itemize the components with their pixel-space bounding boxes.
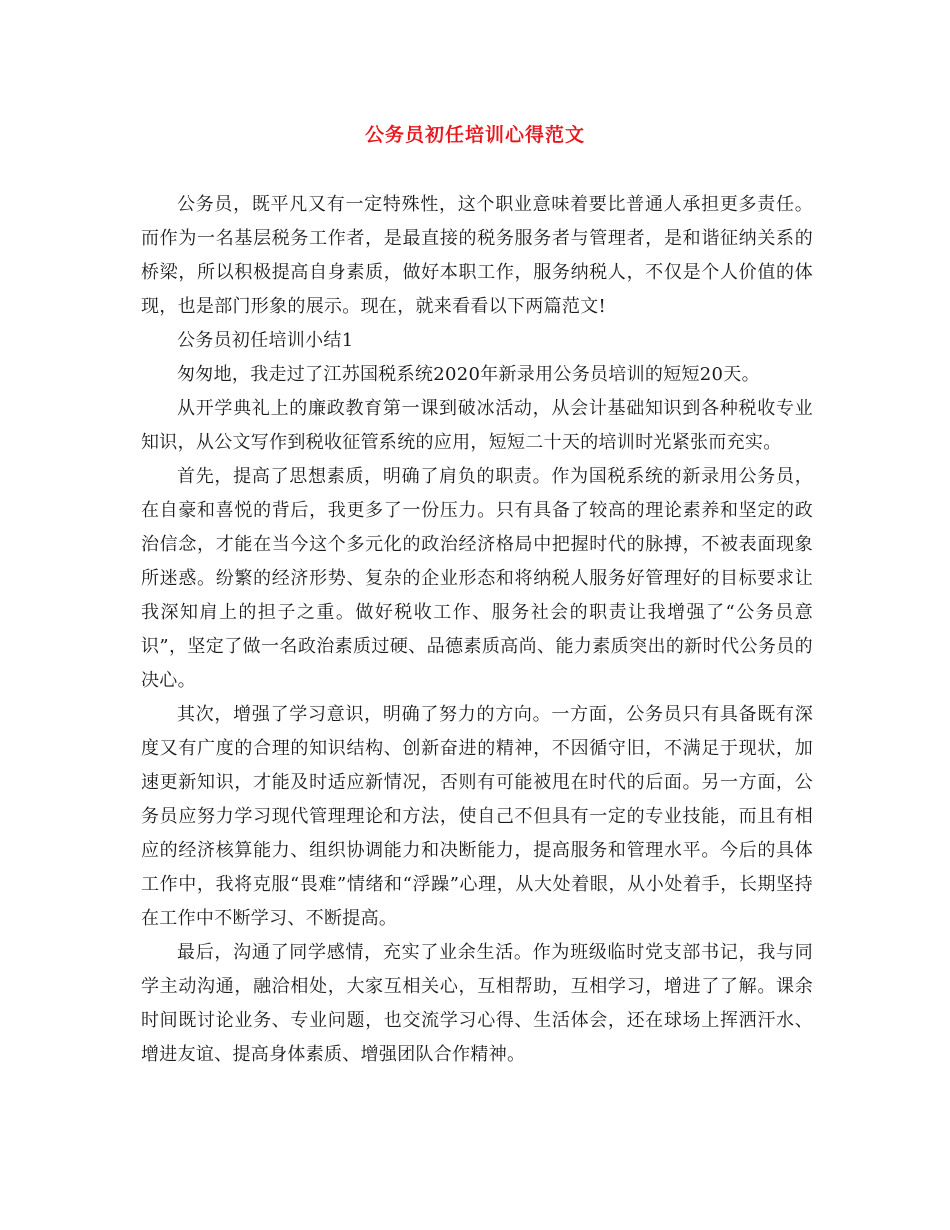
paragraph-intro: 公务员，既平凡又有一定特殊性，这个职业意味着要比普通人承担更多责任。而作为一名基层税务工作者，是最直接的税务服务者与管理者，是和谐征纳关系的桥梁，所以积极提高自身素质，做好本职工作，服务纳税人，不仅是个人价值的体现，也是部门形象的展示。现在，就来看看以下两篇范文!	[141, 194, 813, 317]
document-body	[141, 188, 813, 1072]
paragraph-course-overview: 从开学典礼上的廉政教育第一课到破冰活动，从会计基础知识到各种税收专业知识，从公文写作到税收征管系统的应用，短短二十天的培训时光紧张而充实。	[141, 398, 813, 453]
paragraph-final-point: 最后，沟通了同学感情，充实了业余生活。作为班级临时党支部书记，我与同学主动沟通，融洽相处，大家互相关心，互相帮助，互相学习，增进了了解。课余时间既讨论业务、专业问题，也交流学习心得、生活体会，还在球场上挥洒汗水、增进友谊、提高身体素质、增强团队合作精神。	[141, 942, 813, 1065]
section-heading: 公务员初任培训小结1	[177, 330, 354, 351]
paragraph-second-point: 其次，增强了学习意识，明确了努力的方向。一方面，公务员只有具备既有深度又有广度的合理的知识结构、创新奋进的精神，不因循守旧，不满足于现状，加速更新知识，才能及时适应新情况，否则有可能被甩在时代的后面。另一方面，公务员应努力学习现代管理理论和方法，使自己不但具有一定的专业技能，而且有相应的经济核算能力、组织协调能力和决断能力，提高服务和管理水平。今后的具体工作中，我将克服“畏难”情绪和“浮躁”心理，从大处着眼，从小处着手，长期坚持在工作中不断学习、不断提高。	[141, 704, 813, 929]
paragraph-first-point: 首先，提高了思想素质，明确了肩负的职责。作为国税系统的新录用公务员，在自豪和喜悦的背后，我更多了一份压力。只有具备了较高的理论素养和坚定的政治信念，才能在当今这个多元化的政治经济格局中把握时代的脉搏，不被表面现象所迷惑。纷繁的经济形势、复杂的企业形态和将纳税人服务好管理好的目标要求让我深知肩上的担子之重。做好税收工作、服务社会的职责让我增强了“公务员意识”，坚定了做一名政治素质过硬、品德素质高尚、能力素质突出的新时代公务员的决心。	[141, 466, 813, 691]
paragraph-opening: 匆匆地，我走过了江苏国税系统2020年新录用公务员培训的短短20天。	[177, 364, 760, 385]
document-title: 公务员初任培训心得范文	[364, 124, 585, 146]
